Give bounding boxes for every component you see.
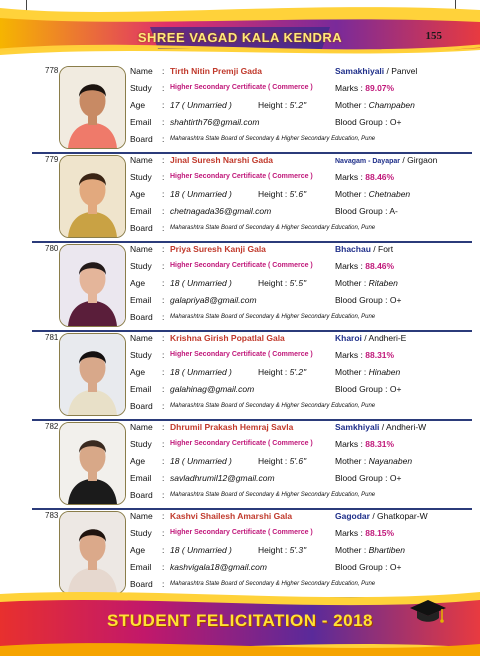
colon: :: [162, 295, 165, 305]
residence-city: / Ghatkopar-W: [372, 511, 428, 521]
study-row: [130, 261, 475, 277]
name-row: [130, 244, 475, 260]
height-label: Height :: [258, 545, 288, 555]
email-label: Email: [130, 206, 152, 216]
student-photo: [59, 244, 126, 327]
entry-number: 779: [45, 155, 59, 164]
student-photo: [59, 333, 126, 416]
name-label: Name: [130, 66, 153, 76]
colon: :: [162, 562, 165, 572]
student-photo: [59, 66, 126, 149]
entry-number: 778: [45, 66, 59, 75]
blood-group: [335, 117, 401, 127]
colon: :: [162, 83, 165, 93]
student-name: Tirth Nitin Premji Gada: [170, 66, 262, 76]
colon: :: [162, 117, 165, 127]
study-value: Higher Secondary Certificate ( Commerce ): [170, 173, 313, 180]
header-title: SHREE VAGAD KALA KENDRA: [137, 30, 343, 45]
email-row: [130, 473, 475, 489]
colon: :: [162, 350, 165, 360]
board-row: [130, 490, 475, 506]
location: [335, 244, 393, 254]
email-value: chetnagada36@gmail.com: [170, 206, 272, 216]
native-place: Navagam - Dayapar: [335, 158, 400, 165]
mother: [335, 100, 415, 110]
age-label: Age: [130, 367, 146, 377]
blood-label: Blood Group :: [335, 562, 388, 572]
colon: :: [162, 511, 165, 521]
mother: [335, 278, 398, 288]
colon: :: [162, 333, 165, 343]
age-label: Age: [130, 278, 146, 288]
marks: [335, 261, 394, 271]
email-value: galapriya8@gmail.com: [170, 295, 257, 305]
name-row: [130, 155, 475, 171]
blood-value: O+: [389, 562, 402, 572]
email-value: shahtirth76@gmail.com: [170, 117, 260, 127]
colon: :: [162, 278, 165, 288]
name-row: [130, 66, 475, 82]
height-value: 5'.2": [289, 100, 307, 110]
board-label: Board: [130, 579, 153, 589]
student-name: Krishna Girish Popatlal Gala: [170, 333, 285, 343]
entry-number: 781: [45, 333, 59, 342]
email-label: Email: [130, 384, 152, 394]
residence-city: / Andheri-E: [364, 333, 407, 343]
blood-label: Blood Group :: [335, 295, 388, 305]
colon: :: [162, 490, 165, 500]
location: [335, 422, 426, 432]
blood-value: O+: [389, 117, 402, 127]
board-value: Maharashtra State Board of Secondary & Higher Secondary Education, Pune: [170, 314, 376, 320]
age-row: [130, 278, 475, 294]
page-number: 155: [425, 30, 442, 42]
study-row: [130, 83, 475, 99]
board-label: Board: [130, 134, 153, 144]
student-photo: [59, 511, 126, 594]
blood-group: [335, 206, 398, 216]
email-label: Email: [130, 295, 152, 305]
entry-number: 780: [45, 244, 59, 253]
height: [258, 100, 306, 110]
age-row: [130, 100, 475, 116]
page-header: [0, 0, 480, 60]
colon: :: [162, 155, 165, 165]
residence-city: / Girgaon: [402, 155, 438, 165]
height-value: 5'.6": [289, 189, 307, 199]
colon: :: [162, 473, 165, 483]
colon: :: [162, 189, 165, 199]
mother: [335, 545, 405, 555]
student-photo: [59, 422, 126, 505]
study-value: Higher Secondary Certificate ( Commerce ): [170, 351, 313, 358]
height-label: Height :: [258, 367, 288, 377]
mother-label: Mother :: [335, 189, 367, 199]
student-name: Jinal Suresh Narshi Gada: [170, 155, 273, 165]
height-value: 5'.3": [289, 545, 307, 555]
native-place: Samakhiyali: [335, 66, 385, 76]
study-label: Study: [130, 172, 152, 182]
name-row: [130, 422, 475, 438]
age-value: 18 ( Unmarried ): [170, 456, 232, 466]
student-entry: [0, 242, 480, 331]
board-row: [130, 223, 475, 239]
entry-number: 783: [45, 511, 59, 520]
study-label: Study: [130, 261, 152, 271]
blood-value: O+: [389, 295, 402, 305]
colon: :: [162, 579, 165, 589]
mother-name: Nayanaben: [368, 456, 413, 466]
location: [335, 511, 428, 521]
blood-group: [335, 473, 401, 483]
student-name: Dhrumil Prakash Hemraj Savla: [170, 422, 294, 432]
study-value: Higher Secondary Certificate ( Commerce ): [170, 262, 313, 269]
blood-label: Blood Group :: [335, 206, 388, 216]
mother-label: Mother :: [335, 367, 367, 377]
name-row: [130, 511, 475, 527]
mother: [335, 189, 410, 199]
blood-value: A-: [389, 206, 398, 216]
board-value: Maharashtra State Board of Secondary & Higher Secondary Education, Pune: [170, 403, 376, 409]
name-label: Name: [130, 422, 153, 432]
colon: :: [162, 66, 165, 76]
student-entry: [0, 153, 480, 242]
location: [335, 333, 406, 343]
marks-value: 89.07%: [365, 83, 395, 93]
study-value: Higher Secondary Certificate ( Commerce ): [170, 529, 313, 536]
marks-value: 88.46%: [365, 172, 395, 182]
marks-value: 88.15%: [365, 528, 395, 538]
residence-city: / Panvel: [386, 66, 418, 76]
height-value: 5'.5": [289, 278, 307, 288]
email-row: [130, 295, 475, 311]
colon: :: [162, 367, 165, 377]
study-label: Study: [130, 350, 152, 360]
marks-label: Marks :: [335, 350, 363, 360]
entry-number: 782: [45, 422, 59, 431]
board-row: [130, 134, 475, 150]
student-entry: [0, 64, 480, 153]
blood-group: [335, 295, 401, 305]
student-name: Kashvi Shailesh Amarshi Gala: [170, 511, 293, 521]
student-photo: [59, 155, 126, 238]
colon: :: [162, 172, 165, 182]
email-value: kashvigala18@gmail.com: [170, 562, 267, 572]
mother-name: Chetnaben: [368, 189, 411, 199]
height: [258, 545, 306, 555]
height-label: Height :: [258, 278, 288, 288]
mother-label: Mother :: [335, 100, 367, 110]
blood-value: O+: [389, 384, 402, 394]
colon: :: [162, 261, 165, 271]
student-name: Priya Suresh Kanji Gala: [170, 244, 266, 254]
age-row: [130, 456, 475, 472]
age-value: 18 ( Unmarried ): [170, 278, 232, 288]
height-label: Height :: [258, 189, 288, 199]
study-row: [130, 439, 475, 455]
blood-group: [335, 384, 401, 394]
board-label: Board: [130, 312, 153, 322]
board-row: [130, 401, 475, 417]
blood-value: O+: [389, 473, 402, 483]
colon: :: [162, 100, 165, 110]
native-place: Bhachau: [335, 244, 371, 254]
board-label: Board: [130, 490, 153, 500]
height-value: 5'.6": [289, 456, 307, 466]
colon: :: [162, 134, 165, 144]
native-place: Samkhiyali: [335, 422, 380, 432]
location: [335, 155, 437, 165]
board-label: Board: [130, 401, 153, 411]
colon: :: [162, 456, 165, 466]
native-place: Kharoi: [335, 333, 362, 343]
marks-label: Marks :: [335, 83, 363, 93]
height-label: Height :: [258, 456, 288, 466]
marks-value: 88.31%: [365, 350, 395, 360]
study-label: Study: [130, 439, 152, 449]
board-label: Board: [130, 223, 153, 233]
study-value: Higher Secondary Certificate ( Commerce ): [170, 440, 313, 447]
marks-label: Marks :: [335, 261, 363, 271]
age-label: Age: [130, 545, 146, 555]
email-value: galahinag@gmail.com: [170, 384, 255, 394]
colon: :: [162, 401, 165, 411]
blood-label: Blood Group :: [335, 473, 388, 483]
mother-name: Hinaben: [368, 367, 401, 377]
age-value: 17 ( Unmarried ): [170, 100, 232, 110]
board-value: Maharashtra State Board of Secondary & Higher Secondary Education, Pune: [170, 136, 376, 142]
height: [258, 456, 306, 466]
study-row: [130, 172, 475, 188]
height: [258, 278, 306, 288]
marks-value: 88.46%: [365, 261, 395, 271]
mother-label: Mother :: [335, 545, 367, 555]
blood-label: Blood Group :: [335, 384, 388, 394]
marks-label: Marks :: [335, 439, 363, 449]
email-row: [130, 206, 475, 222]
student-entry: [0, 331, 480, 420]
age-label: Age: [130, 456, 146, 466]
blood-label: Blood Group :: [335, 117, 388, 127]
age-value: 18 ( Unmarried ): [170, 367, 232, 377]
colon: :: [162, 244, 165, 254]
mother-name: Ritaben: [368, 278, 398, 288]
colon: :: [162, 439, 165, 449]
email-label: Email: [130, 117, 152, 127]
name-row: [130, 333, 475, 349]
study-row: [130, 350, 475, 366]
email-label: Email: [130, 562, 152, 572]
mother-name: Bhartiben: [368, 545, 405, 555]
height: [258, 189, 306, 199]
mother: [335, 367, 400, 377]
footer-title: STUDENT FELICITATION - 2018: [106, 611, 373, 630]
height-label: Height :: [258, 100, 288, 110]
colon: :: [162, 422, 165, 432]
name-label: Name: [130, 511, 153, 521]
email-row: [130, 562, 475, 578]
board-value: Maharashtra State Board of Secondary & Higher Secondary Education, Pune: [170, 581, 376, 587]
residence-city: / Fort: [373, 244, 394, 254]
age-label: Age: [130, 189, 146, 199]
age-row: [130, 545, 475, 561]
name-label: Name: [130, 244, 153, 254]
email-row: [130, 384, 475, 400]
mother-label: Mother :: [335, 278, 367, 288]
marks: [335, 172, 394, 182]
marks-value: 88.31%: [365, 439, 395, 449]
colon: :: [162, 545, 165, 555]
study-label: Study: [130, 528, 152, 538]
marks: [335, 528, 394, 538]
colon: :: [162, 384, 165, 394]
marks: [335, 350, 394, 360]
height-value: 5'.2": [289, 367, 307, 377]
email-value: savladhrumil12@gmail.com: [170, 473, 275, 483]
native-place: Gagodar: [335, 511, 370, 521]
age-label: Age: [130, 100, 146, 110]
email-row: [130, 117, 475, 133]
board-row: [130, 312, 475, 328]
colon: :: [162, 223, 165, 233]
student-entry: [0, 420, 480, 509]
age-value: 18 ( Unmarried ): [170, 545, 232, 555]
study-label: Study: [130, 83, 152, 93]
name-label: Name: [130, 155, 153, 165]
age-row: [130, 189, 475, 205]
board-value: Maharashtra State Board of Secondary & Higher Secondary Education, Pune: [170, 492, 376, 498]
marks: [335, 439, 394, 449]
mother-name: Champaben: [368, 100, 415, 110]
residence-city: / Andheri-W: [381, 422, 427, 432]
study-row: [130, 528, 475, 544]
name-label: Name: [130, 333, 153, 343]
mother: [335, 456, 412, 466]
student-entry: [0, 509, 480, 598]
mother-label: Mother :: [335, 456, 367, 466]
location: [335, 66, 417, 76]
page-footer: [0, 586, 480, 656]
marks-label: Marks :: [335, 528, 363, 538]
colon: :: [162, 528, 165, 538]
study-value: Higher Secondary Certificate ( Commerce ): [170, 84, 313, 91]
colon: :: [162, 312, 165, 322]
colon: :: [162, 206, 165, 216]
email-label: Email: [130, 473, 152, 483]
height: [258, 367, 306, 377]
age-row: [130, 367, 475, 383]
board-value: Maharashtra State Board of Secondary & Higher Secondary Education, Pune: [170, 225, 376, 231]
blood-group: [335, 562, 401, 572]
age-value: 18 ( Unmarried ): [170, 189, 232, 199]
marks-label: Marks :: [335, 172, 363, 182]
marks: [335, 83, 394, 93]
